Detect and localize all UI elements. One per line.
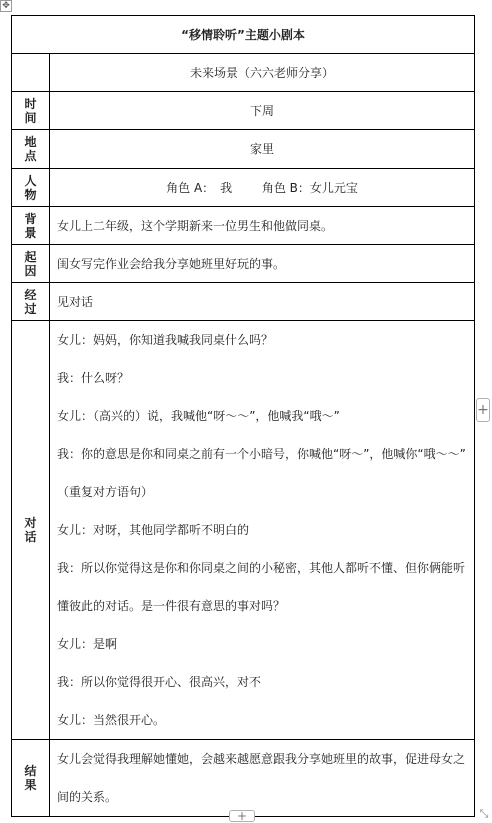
time-label[interactable]: 时间 <box>12 92 50 130</box>
process-value[interactable]: 见对话 <box>50 283 475 321</box>
dialogue-line: 女儿：（高兴的）说，我喊他“呀～～”，他喊我“哦～” <box>57 409 340 423</box>
dialogue-line: 我：什么呀？ <box>57 371 130 385</box>
table-resize-icon[interactable]: ⤡ <box>479 807 489 820</box>
people-value[interactable] <box>50 169 475 207</box>
result-text: 女儿会觉得我理解她懂她，会越来越愿意跟我分享她班里的故事，促进母女之间的关系。 <box>57 752 466 804</box>
result-row <box>12 740 475 817</box>
dialogue-line: 我：你的意思是你和同桌之前有一个小暗号，你喊他“呀～”，他喊你“哦～～” <box>57 447 466 461</box>
time-row <box>12 92 475 130</box>
cause-label[interactable]: 起因 <box>12 245 50 283</box>
table-title[interactable]: “移情聆听”主题小剧本 <box>12 16 475 54</box>
dialogue-line: 女儿：对呀，其他同学都听不明白的 <box>57 523 250 537</box>
dialogue-value[interactable] <box>50 321 475 740</box>
place-value[interactable]: 家里 <box>50 130 475 169</box>
subtitle-row <box>12 54 475 92</box>
dialogue-label[interactable]: 对话 <box>12 321 50 740</box>
dialogue-line: 懂彼此的对话。是一件很有意思的事对吗？ <box>57 599 286 613</box>
background-value[interactable]: 女儿上二年级，这个学期新来一位男生和他做同桌。 <box>50 207 475 245</box>
result-label[interactable]: 结果 <box>12 740 50 817</box>
script-table <box>11 15 475 817</box>
cause-row <box>12 245 475 283</box>
background-label[interactable]: 背景 <box>12 207 50 245</box>
dialogue-line: 女儿：妈妈，你知道我喊我同桌什么吗？ <box>57 333 274 347</box>
result-value[interactable] <box>50 740 475 817</box>
add-row-button[interactable]: + <box>229 810 255 822</box>
dialogue-row <box>12 321 475 740</box>
people-row <box>12 169 475 207</box>
dialogue-line: 我：所以你觉得很开心、很高兴，对不 <box>57 675 262 689</box>
time-value[interactable]: 下周 <box>50 92 475 130</box>
role-b: 角色 B：女儿元宝 <box>261 180 358 195</box>
place-row <box>12 130 475 169</box>
empty-label-cell[interactable] <box>12 54 50 92</box>
dialogue-line: （重复对方语句） <box>57 485 154 499</box>
dialogue-line: 女儿：是啊 <box>57 637 118 651</box>
role-a: 角色 A： 我 <box>166 180 233 195</box>
people-label[interactable]: 人物 <box>12 169 50 207</box>
place-label[interactable]: 地点 <box>12 130 50 169</box>
background-row <box>12 207 475 245</box>
process-row <box>12 283 475 321</box>
scene-subtitle[interactable]: 未来场景（六六老师分享） <box>50 54 475 92</box>
cause-value[interactable]: 闺女写完作业会给我分享她班里好玩的事。 <box>50 245 475 283</box>
add-column-button[interactable]: + <box>476 398 490 422</box>
process-label[interactable]: 经过 <box>12 283 50 321</box>
dialogue-line: 我：所以你觉得这是你和你同桌之间的小秘密，其他人都听不懂、但你俩能听 <box>57 561 466 575</box>
dialogue-line: 女儿：当然很开心。 <box>57 713 166 727</box>
table-move-handle-icon[interactable]: ✥ <box>0 0 12 12</box>
title-row <box>12 16 475 54</box>
